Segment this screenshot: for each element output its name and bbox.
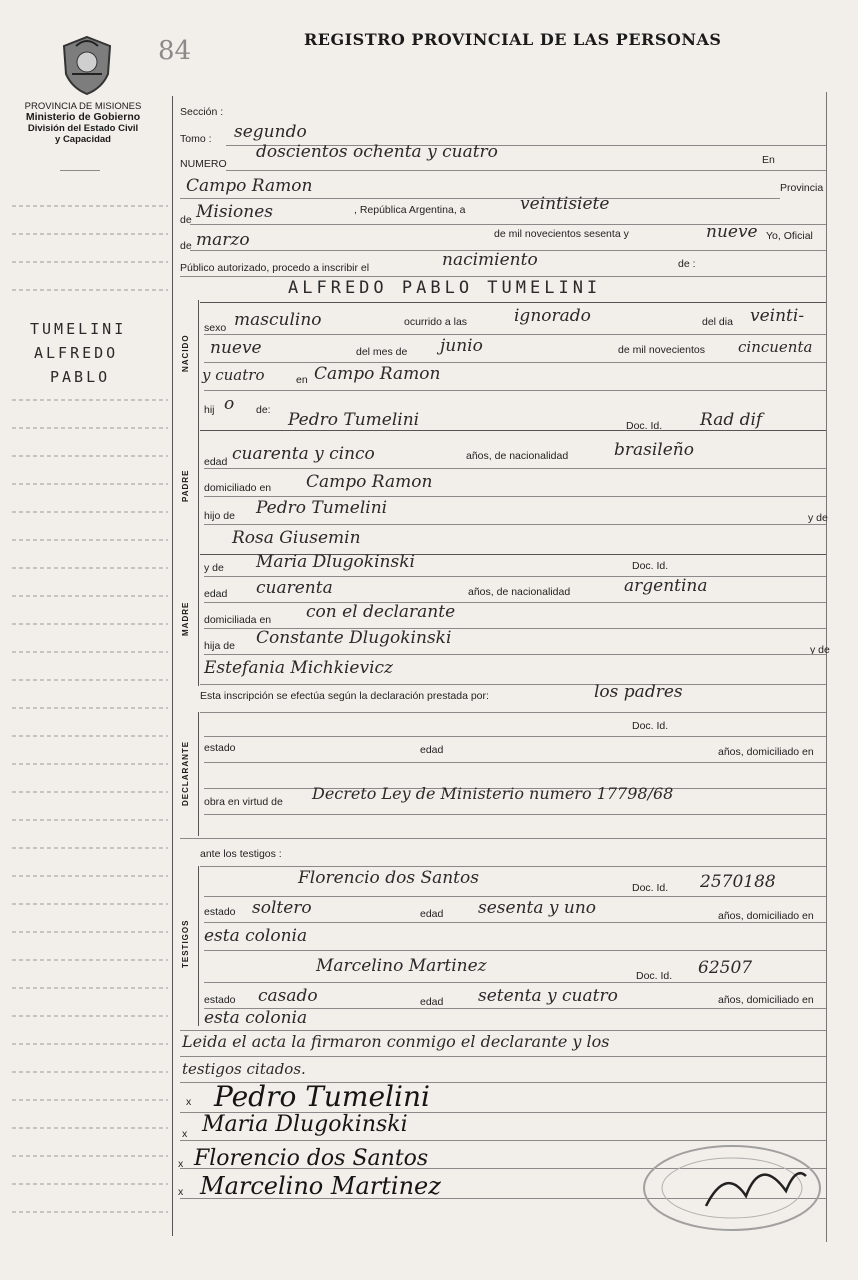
padre-doc-label: Doc. Id. — [626, 420, 663, 432]
testigo2-edad-value: setenta y cuatro — [478, 986, 618, 1006]
declaracion-label: Esta inscripción se efectúa según la declaración prestada por: — [200, 690, 489, 702]
madre-padre-value: Constante Dlugokinski — [256, 628, 452, 648]
declarante-doc-label: Doc. Id. — [632, 720, 669, 732]
sig-mark-1: x — [186, 1096, 192, 1108]
testigo2-estado-value: casado — [258, 986, 318, 1006]
numero-value: doscientos ochenta y cuatro — [256, 142, 498, 162]
obra-value: Decreto Ley de Ministerio numero 17798/68 — [312, 784, 674, 803]
hijo-de-label: de: — [256, 404, 271, 416]
hora-value: ignorado — [514, 306, 591, 326]
margin-given-2: PABLO — [50, 368, 111, 386]
testigo2-anios-label: años, domiciliado en — [718, 994, 814, 1006]
testigo1-dom-value: esta colonia — [204, 926, 308, 946]
signature-3: Florencio dos Santos — [194, 1146, 429, 1171]
padre-padre-value: Pedro Tumelini — [256, 498, 388, 518]
section-declarante: DECLARANTE — [181, 740, 190, 806]
madre-madre-value: Estefania Michkievicz — [204, 658, 394, 678]
madre-doc-label: Doc. Id. — [632, 560, 669, 572]
margin-surname: TUMELINI — [30, 320, 127, 338]
madre-dom-label: domiciliada en — [204, 614, 272, 626]
testigo2-dom-value: esta colonia — [204, 1008, 308, 1028]
testigo2-estado-label: estado — [204, 994, 236, 1006]
day-value: veintisiete — [520, 194, 610, 214]
act-value: nacimiento — [442, 250, 538, 270]
testigo1-estado-label: estado — [204, 906, 236, 918]
section-padre: PADRE — [181, 469, 190, 502]
issuer-block — [8, 101, 158, 145]
section-testigos: TESTIGOS — [181, 919, 190, 968]
tomo-label: Tomo : — [180, 133, 212, 145]
madre-edad-value: cuarenta — [256, 578, 333, 598]
ocurrido-label: ocurrido a las — [404, 316, 468, 328]
closing-line-1: Leida el acta la firmaron conmigo el declarante y los — [182, 1032, 610, 1051]
mil-label: de mil novecientos — [618, 344, 705, 356]
testigo1-doc-value: 2570188 — [700, 872, 776, 892]
padre-nac-label: años, de nacionalidad — [466, 450, 569, 462]
padre-edad-value: cuarenta y cinco — [232, 444, 375, 464]
section-madre: MADRE — [181, 601, 190, 636]
mes-value: junio — [440, 336, 483, 356]
declarante-estado-label: estado — [204, 742, 236, 754]
padre-dom-label: domiciliado en — [204, 482, 272, 494]
year-label: de mil novecientos sesenta y — [494, 228, 629, 240]
lugar-value: Campo Ramon — [314, 364, 441, 384]
padre-madre-value: Rosa Giusemin — [232, 528, 361, 548]
dia-label: del dia — [702, 316, 733, 328]
madre-nac-label: años, de nacionalidad — [468, 586, 571, 598]
madre-nombre: Maria Dlugokinski — [256, 552, 415, 572]
issuer-line-2: Ministerio de Gobierno — [25, 111, 141, 123]
padre-hijo-label: hijo de — [204, 510, 235, 522]
madre-nac-value: argentina — [624, 576, 708, 596]
madre-yde2-label: y de — [810, 644, 830, 656]
person-name: ALFREDO PABLO TUMELINI — [288, 278, 602, 298]
testigo2-doc-label: Doc. Id. — [636, 970, 673, 982]
padre-edad-label: edad — [204, 456, 228, 468]
year-value: nueve — [706, 222, 758, 242]
provincia-label: Provincia — [780, 182, 824, 194]
de2-label: de — [180, 240, 192, 252]
declarante-anios-label: años, domiciliado en — [718, 746, 814, 758]
declaracion-value: los padres — [594, 682, 683, 702]
signature-1: Pedro Tumelini — [214, 1080, 430, 1113]
republica-label: , República Argentina, a — [354, 204, 466, 216]
testigo1-doc-label: Doc. Id. — [632, 882, 669, 894]
padre-nac-value: brasileño — [614, 440, 694, 460]
padre-dom-value: Campo Ramon — [306, 472, 433, 492]
margin-given-1: ALFREDO — [34, 344, 119, 362]
anio-value-2: y cuatro — [202, 366, 265, 384]
signature-4: Marcelino Martinez — [200, 1172, 441, 1200]
sig-mark-2: x — [182, 1128, 188, 1140]
padre-nombre: Pedro Tumelini — [288, 410, 420, 430]
en-label: En — [762, 154, 775, 166]
de-label: de — [180, 214, 192, 226]
document-title: REGISTRO PROVINCIAL DE LAS PERSONAS — [304, 30, 722, 49]
declarante-edad-label: edad — [420, 744, 444, 756]
testigo2-doc-value: 62507 — [698, 958, 753, 978]
official-stamp-icon — [636, 1136, 826, 1240]
testigo1-estado-value: soltero — [252, 898, 312, 918]
sexo-value: masculino — [234, 310, 322, 330]
padre-yde-label: y de — [808, 512, 828, 524]
madre-hija-label: hija de — [204, 640, 235, 652]
publico-label: Público autorizado, procedo a inscribir el — [180, 262, 370, 274]
sig-mark-3: x — [178, 1158, 184, 1170]
anio-value: cincuenta — [738, 338, 813, 356]
oficial-label: Yo, Oficial — [766, 230, 813, 242]
sexo-label: sexo — [204, 322, 227, 334]
signature-2: Maria Dlugokinski — [202, 1112, 408, 1137]
page-number: 84 — [158, 36, 192, 66]
month-value: marzo — [196, 230, 250, 250]
mes-label: del mes de — [356, 346, 408, 358]
provincia-value: Misiones — [196, 202, 273, 222]
testigo2-edad-label: edad — [420, 996, 444, 1008]
issuer-line-4: y Capacidad — [55, 134, 111, 145]
testigo1-anios-label: años, domiciliado en — [718, 910, 814, 922]
issuer-line-1: PROVINCIA DE MISIONES — [24, 101, 142, 112]
testigo2-nombre: Marcelino Martinez — [316, 956, 487, 976]
testigo1-nombre: Florencio dos Santos — [298, 868, 479, 888]
issuer-line-3: División del Estado Civil — [27, 123, 139, 134]
hijo-label: hij — [204, 404, 215, 416]
madre-yde-label: y de — [204, 562, 224, 574]
testigo1-edad-label: edad — [420, 908, 444, 920]
nacido-en-label: en — [296, 374, 308, 386]
de3-label: de : — [678, 258, 696, 270]
madre-dom-value: con el declarante — [306, 602, 456, 622]
coat-of-arms-icon — [58, 34, 116, 100]
dia-value: veinti- — [750, 306, 805, 326]
tomo-value: segundo — [234, 122, 307, 142]
sig-mark-4: x — [178, 1186, 184, 1198]
testigo1-edad-value: sesenta y uno — [478, 898, 597, 918]
numero-label: NUMERO — [180, 158, 227, 170]
padre-doc-value: Rad dif — [700, 410, 763, 430]
obra-label: obra en virtud de — [204, 796, 283, 808]
madre-edad-label: edad — [204, 588, 228, 600]
testigos-label: ante los testigos : — [200, 848, 282, 860]
place-value: Campo Ramon — [186, 176, 313, 196]
closing-line-2: testigos citados. — [182, 1060, 306, 1078]
seccion-label: Sección : — [180, 106, 224, 118]
dia-value-2: nueve — [210, 338, 262, 358]
hijo-value: o — [224, 394, 235, 414]
section-nacido: NACIDO — [181, 334, 190, 372]
